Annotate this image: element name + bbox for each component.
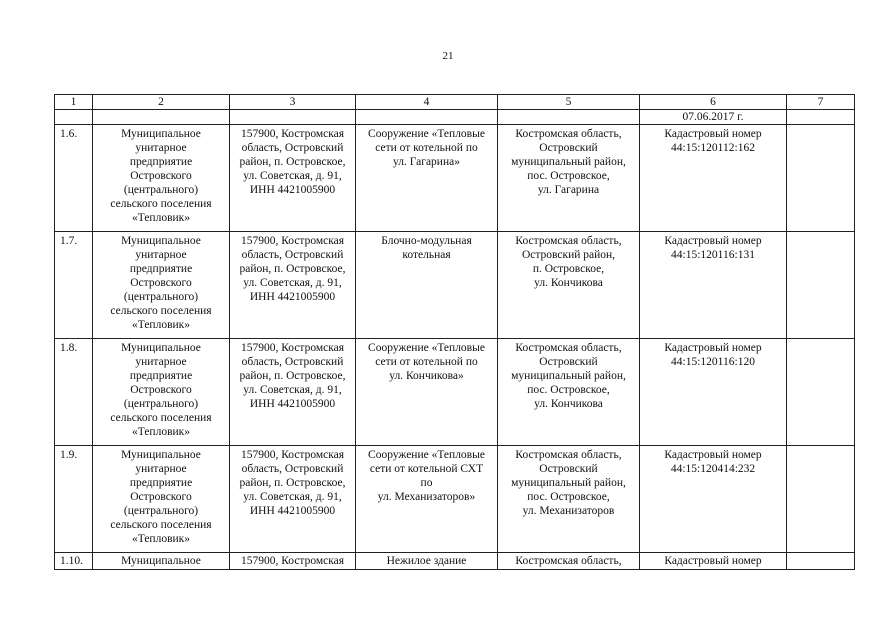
table-row — [55, 553, 855, 570]
row-number: 1.10. — [55, 553, 93, 570]
empty-cell — [787, 110, 855, 125]
empty-cell — [93, 110, 230, 125]
address-cell: 157900, Костромская область, Островский район, п. Островское, ул. Советская, д. 91, ИНН 4421005900 — [230, 232, 356, 339]
location-cell: Костромская область, Островский муниципальный район, пос. Островское, ул. Гагарина — [498, 125, 640, 232]
empty-cell — [230, 110, 356, 125]
registry-table — [54, 94, 855, 570]
empty-cell — [356, 110, 498, 125]
row-number: 1.9. — [55, 446, 93, 553]
object-cell: Сооружение «Тепловые сети от котельной по ул. Гагарина» — [356, 125, 498, 232]
header-cell: 4 — [356, 95, 498, 110]
location-cell: Костромская область, Островский муниципальный район, пос. Островское, ул. Кончикова — [498, 339, 640, 446]
row-number: 1.6. — [55, 125, 93, 232]
address-cell: 157900, Костромская область, Островский район, п. Островское, ул. Советская, д. 91, ИНН 4421005900 — [230, 446, 356, 553]
table-row — [55, 446, 855, 553]
col7-cell — [787, 125, 855, 232]
owner-cell: Муниципальное унитарное предприятие Островского (центрального) сельского поселения «Тепловик» — [93, 339, 230, 446]
object-cell: Нежилое здание — [356, 553, 498, 570]
table-row — [55, 232, 855, 339]
row-number: 1.8. — [55, 339, 93, 446]
date-cell: 07.06.2017 г. — [640, 110, 787, 125]
cadastre-cell: Кадастровый номер 44:15:120116:131 — [640, 232, 787, 339]
address-cell: 157900, Костромская область, Островский район, п. Островское, ул. Советская, д. 91, ИНН 4421005900 — [230, 125, 356, 232]
header-cell: 3 — [230, 95, 356, 110]
object-cell: Сооружение «Тепловые сети от котельной по ул. Кончикова» — [356, 339, 498, 446]
date-row — [55, 110, 855, 125]
header-cell: 7 — [787, 95, 855, 110]
row-number: 1.7. — [55, 232, 93, 339]
cadastre-cell: Кадастровый номер 44:15:120414:232 — [640, 446, 787, 553]
location-cell: Костромская область, — [498, 553, 640, 570]
table-row — [55, 339, 855, 446]
cadastre-cell: Кадастровый номер 44:15:120112:162 — [640, 125, 787, 232]
col7-cell — [787, 446, 855, 553]
page-number: 21 — [442, 50, 454, 62]
owner-cell: Муниципальное унитарное предприятие Островского (центрального) сельского поселения «Тепловик» — [93, 125, 230, 232]
table-row — [55, 125, 855, 232]
col7-cell — [787, 553, 855, 570]
address-cell: 157900, Костромская область, Островский район, п. Островское, ул. Советская, д. 91, ИНН 4421005900 — [230, 339, 356, 446]
header-cell: 2 — [93, 95, 230, 110]
location-cell: Костромская область, Островский муниципальный район, пос. Островское, ул. Механизаторов — [498, 446, 640, 553]
object-cell: Сооружение «Тепловые сети от котельной СХТ по ул. Механизаторов» — [356, 446, 498, 553]
cadastre-cell: Кадастровый номер — [640, 553, 787, 570]
col7-cell — [787, 339, 855, 446]
object-cell: Блочно-модульная котельная — [356, 232, 498, 339]
col7-cell — [787, 232, 855, 339]
header-cell: 6 — [640, 95, 787, 110]
owner-cell: Муниципальное унитарное предприятие Островского (центрального) сельского поселения «Тепловик» — [93, 232, 230, 339]
empty-cell — [55, 110, 93, 125]
header-cell: 1 — [55, 95, 93, 110]
cadastre-cell: Кадастровый номер 44:15:120116:120 — [640, 339, 787, 446]
empty-cell — [498, 110, 640, 125]
owner-cell: Муниципальное — [93, 553, 230, 570]
location-cell: Костромская область, Островский район, п. Островское, ул. Кончикова — [498, 232, 640, 339]
owner-cell: Муниципальное унитарное предприятие Островского (центрального) сельского поселения «Тепловик» — [93, 446, 230, 553]
header-cell: 5 — [498, 95, 640, 110]
header-row — [55, 95, 855, 110]
address-cell: 157900, Костромская — [230, 553, 356, 570]
